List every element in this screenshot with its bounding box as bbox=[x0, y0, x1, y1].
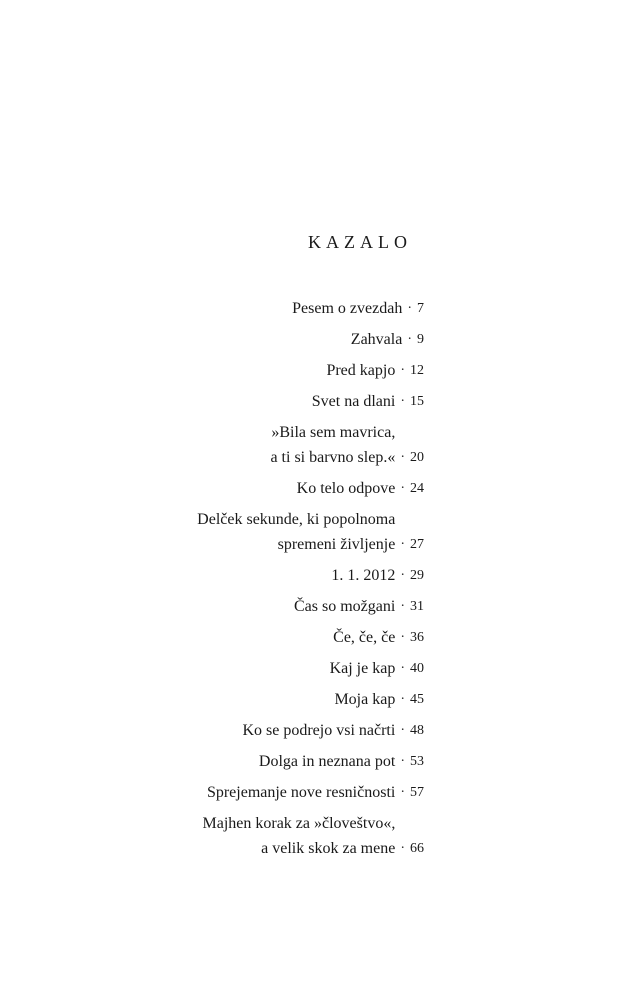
toc-page-value: 12 bbox=[410, 363, 424, 378]
toc-entry-title bbox=[294, 594, 395, 619]
toc-entry-title-line: Ko se podrejo vsi načrti bbox=[242, 722, 396, 739]
toc-separator-dot: · bbox=[400, 568, 405, 583]
toc-separator-dot: · bbox=[400, 599, 405, 614]
toc-entry-page-number bbox=[400, 780, 424, 805]
toc-entry-page-number bbox=[400, 687, 424, 712]
toc-entry-title-line: Če, če, če bbox=[333, 629, 396, 646]
toc-entry-title bbox=[197, 507, 395, 557]
toc-entry-title-line: Čas so možgani bbox=[294, 598, 396, 615]
toc-page-value: 20 bbox=[410, 450, 424, 465]
toc-entry bbox=[64, 718, 424, 743]
toc-entry bbox=[64, 811, 424, 861]
toc-entry-title bbox=[259, 749, 395, 774]
toc-entry bbox=[64, 749, 424, 774]
toc-page-value: 24 bbox=[410, 481, 424, 496]
toc-separator-dot: · bbox=[400, 841, 405, 856]
toc-entry-title-line: Moja kap bbox=[334, 691, 396, 708]
toc-entry-title bbox=[297, 476, 396, 501]
toc-page-value: 15 bbox=[410, 394, 424, 409]
toc-separator-dot: · bbox=[400, 692, 405, 707]
toc-entry bbox=[64, 296, 424, 321]
toc-entry bbox=[64, 358, 424, 383]
toc-entry-title bbox=[331, 563, 395, 588]
toc-page-value: 66 bbox=[410, 841, 424, 856]
toc-entry bbox=[64, 625, 424, 650]
toc-entry bbox=[64, 594, 424, 619]
toc-entry-title bbox=[203, 811, 396, 861]
toc-page-value: 27 bbox=[410, 537, 424, 552]
toc-entry-page-number bbox=[400, 563, 424, 588]
toc-page-value: 31 bbox=[410, 599, 424, 614]
toc-page-value: 40 bbox=[410, 661, 424, 676]
toc-page-value: 57 bbox=[410, 785, 424, 800]
toc-entry-page-number bbox=[407, 327, 424, 352]
toc-separator-dot: · bbox=[407, 332, 412, 347]
toc-page-value: 9 bbox=[417, 332, 424, 347]
toc-separator-dot: · bbox=[400, 785, 405, 800]
toc-entry-title bbox=[330, 656, 396, 681]
toc-entry-title-line: Zahvala bbox=[350, 331, 403, 348]
toc-entry-title-line: spremeni življenje bbox=[277, 536, 396, 553]
toc-heading: KAZALO bbox=[308, 232, 412, 252]
toc-entry-title bbox=[351, 327, 403, 352]
toc-entry bbox=[64, 327, 424, 352]
toc-entry bbox=[64, 780, 424, 805]
toc-entry-page-number bbox=[400, 749, 424, 774]
toc-entry-title-line: »Bila sem mavrica, bbox=[271, 424, 396, 441]
toc-page-value: 53 bbox=[410, 754, 424, 769]
toc-page-value: 48 bbox=[410, 723, 424, 738]
toc-entry-title-line: Pesem o zvezdah bbox=[292, 300, 403, 317]
toc-entry-title-line: Majhen korak za »človeštvo«, bbox=[202, 815, 396, 832]
toc-entry-page-number bbox=[400, 476, 424, 501]
toc-separator-dot: · bbox=[400, 481, 405, 496]
toc-entry-page-number bbox=[400, 594, 424, 619]
toc-entry-page-number bbox=[407, 296, 424, 321]
toc-page-value: 36 bbox=[410, 630, 424, 645]
toc-separator-dot: · bbox=[400, 661, 405, 676]
toc-entry-title-line: Ko telo odpove bbox=[296, 480, 396, 497]
toc-entry bbox=[64, 476, 424, 501]
toc-entry-title-line: Delček sekunde, ki popolnoma bbox=[197, 511, 396, 528]
toc-entry-page-number bbox=[400, 358, 424, 383]
toc-entry-title bbox=[242, 718, 395, 743]
toc-entry-title-line: Kaj je kap bbox=[329, 660, 396, 677]
toc-entry-title-line: Sprejemanje nove resničnosti bbox=[206, 784, 396, 801]
toc-entry bbox=[64, 389, 424, 414]
toc-entry-title-line: a ti si barvno slep.« bbox=[270, 449, 396, 466]
toc-entry bbox=[64, 420, 424, 470]
toc-entry-page-number bbox=[400, 625, 424, 650]
toc-entry-title bbox=[326, 358, 395, 383]
toc-entry-page-number bbox=[400, 389, 424, 414]
toc-entry-page-number bbox=[400, 718, 424, 743]
table-of-contents bbox=[64, 296, 424, 867]
toc-entry-page-number bbox=[400, 532, 424, 557]
toc-page-value: 7 bbox=[417, 301, 424, 316]
toc-entry-title bbox=[333, 625, 395, 650]
toc-entry-title bbox=[270, 420, 395, 470]
toc-entry-title-line: Svet na dlani bbox=[311, 393, 396, 410]
toc-entry-page-number bbox=[400, 445, 424, 470]
toc-entry bbox=[64, 687, 424, 712]
toc-separator-dot: · bbox=[400, 363, 405, 378]
toc-entry-page-number bbox=[400, 656, 424, 681]
toc-entry-page-number bbox=[400, 836, 424, 861]
toc-entry bbox=[64, 507, 424, 557]
toc-separator-dot: · bbox=[400, 754, 405, 769]
toc-separator-dot: · bbox=[400, 723, 405, 738]
toc-entry-title bbox=[292, 296, 402, 321]
toc-entry bbox=[64, 563, 424, 588]
toc-page-value: 29 bbox=[410, 568, 424, 583]
toc-page-value: 45 bbox=[410, 692, 424, 707]
toc-entry-title bbox=[334, 687, 395, 712]
toc-entry bbox=[64, 656, 424, 681]
toc-entry-title-line: Pred kapjo bbox=[326, 362, 396, 379]
toc-separator-dot: · bbox=[400, 630, 405, 645]
toc-entry-title bbox=[312, 389, 396, 414]
toc-separator-dot: · bbox=[407, 301, 412, 316]
toc-separator-dot: · bbox=[400, 450, 405, 465]
toc-entry-title-line: 1. 1. 2012 bbox=[331, 567, 396, 584]
toc-separator-dot: · bbox=[400, 537, 405, 552]
toc-entry-title-line: a velik skok za mene bbox=[261, 840, 396, 857]
toc-entry-title bbox=[207, 780, 395, 805]
toc-entry-title-line: Dolga in neznana pot bbox=[258, 753, 396, 770]
toc-separator-dot: · bbox=[400, 394, 405, 409]
